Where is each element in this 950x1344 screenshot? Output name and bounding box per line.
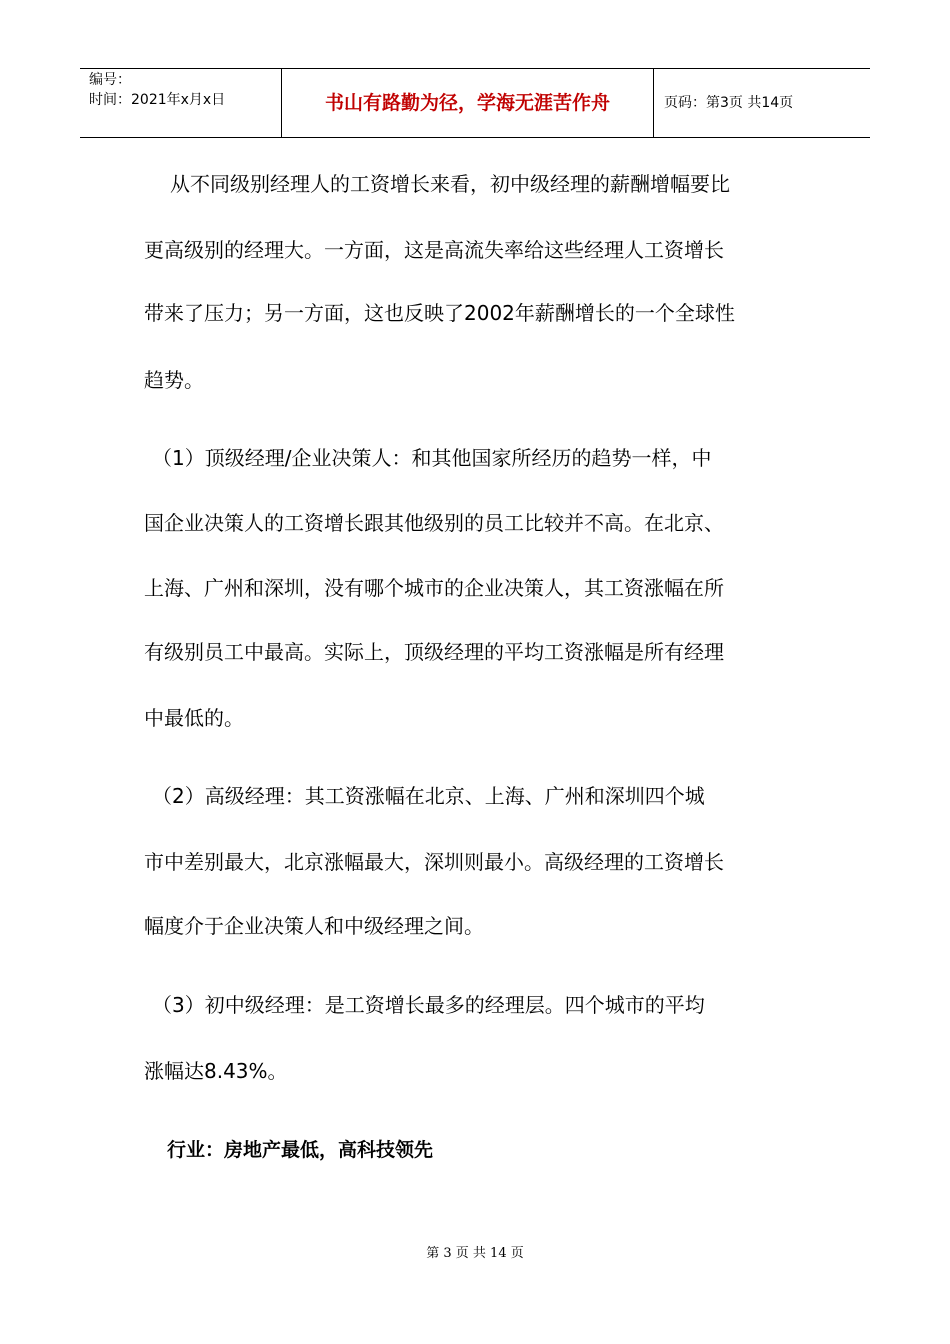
paragraph-4-line-2: 涨幅达8.43%。 [144, 1059, 288, 1083]
paragraph-1-line-2: 更高级别的经理大。一方面，这是高流失率给这些经理人工资增长 [144, 238, 724, 262]
paragraph-2-line-5: 中最低的。 [144, 706, 244, 730]
page-header [80, 68, 870, 138]
paragraph-4-line-1: （3）初中级经理：是工资增长最多的经理层。四个城市的平均 [152, 993, 705, 1017]
paragraph-2-line-1: （1）顶级经理/企业决策人：和其他国家所经历的趋势一样，中 [152, 446, 712, 470]
document-number-label: 编号： [89, 72, 131, 88]
document-date-label: 时间：2021年x月x日 [89, 92, 226, 108]
section-heading: 行业：房地产最低，高科技领先 [167, 1139, 434, 1161]
header-page-info: 页码：第3页 共14页 [664, 95, 794, 111]
paragraph-1-line-4: 趋势。 [144, 368, 204, 392]
header-page-cell [654, 69, 870, 137]
header-motto: 书山有路勤为径，学海无涯苦作舟 [324, 92, 610, 114]
paragraph-2-line-4: 有级别员工中最高。实际上，顶级经理的平均工资涨幅是所有经理 [144, 640, 724, 664]
paragraph-3-line-2: 市中差别最大，北京涨幅最大，深圳则最小。高级经理的工资增长 [144, 850, 724, 874]
header-meta-cell [80, 69, 282, 137]
paragraph-3-line-1: （2）高级经理：其工资涨幅在北京、上海、广州和深圳四个城 [152, 784, 705, 808]
paragraph-3-line-3: 幅度介于企业决策人和中级经理之间。 [144, 914, 484, 938]
paragraph-2-line-3: 上海、广州和深圳，没有哪个城市的企业决策人，其工资涨幅在所 [144, 576, 724, 600]
paragraph-2-line-2: 国企业决策人的工资增长跟其他级别的员工比较并不高。在北京、 [144, 511, 724, 535]
page-footer: 第 3 页 共 14 页 [426, 1246, 524, 1261]
header-motto-cell [282, 69, 654, 137]
paragraph-1-line-1: 从不同级别经理人的工资增长来看，初中级经理的薪酬增幅要比 [170, 172, 730, 196]
paragraph-1-line-3: 带来了压力；另一方面，这也反映了2002年薪酬增长的一个全球性 [144, 301, 735, 325]
